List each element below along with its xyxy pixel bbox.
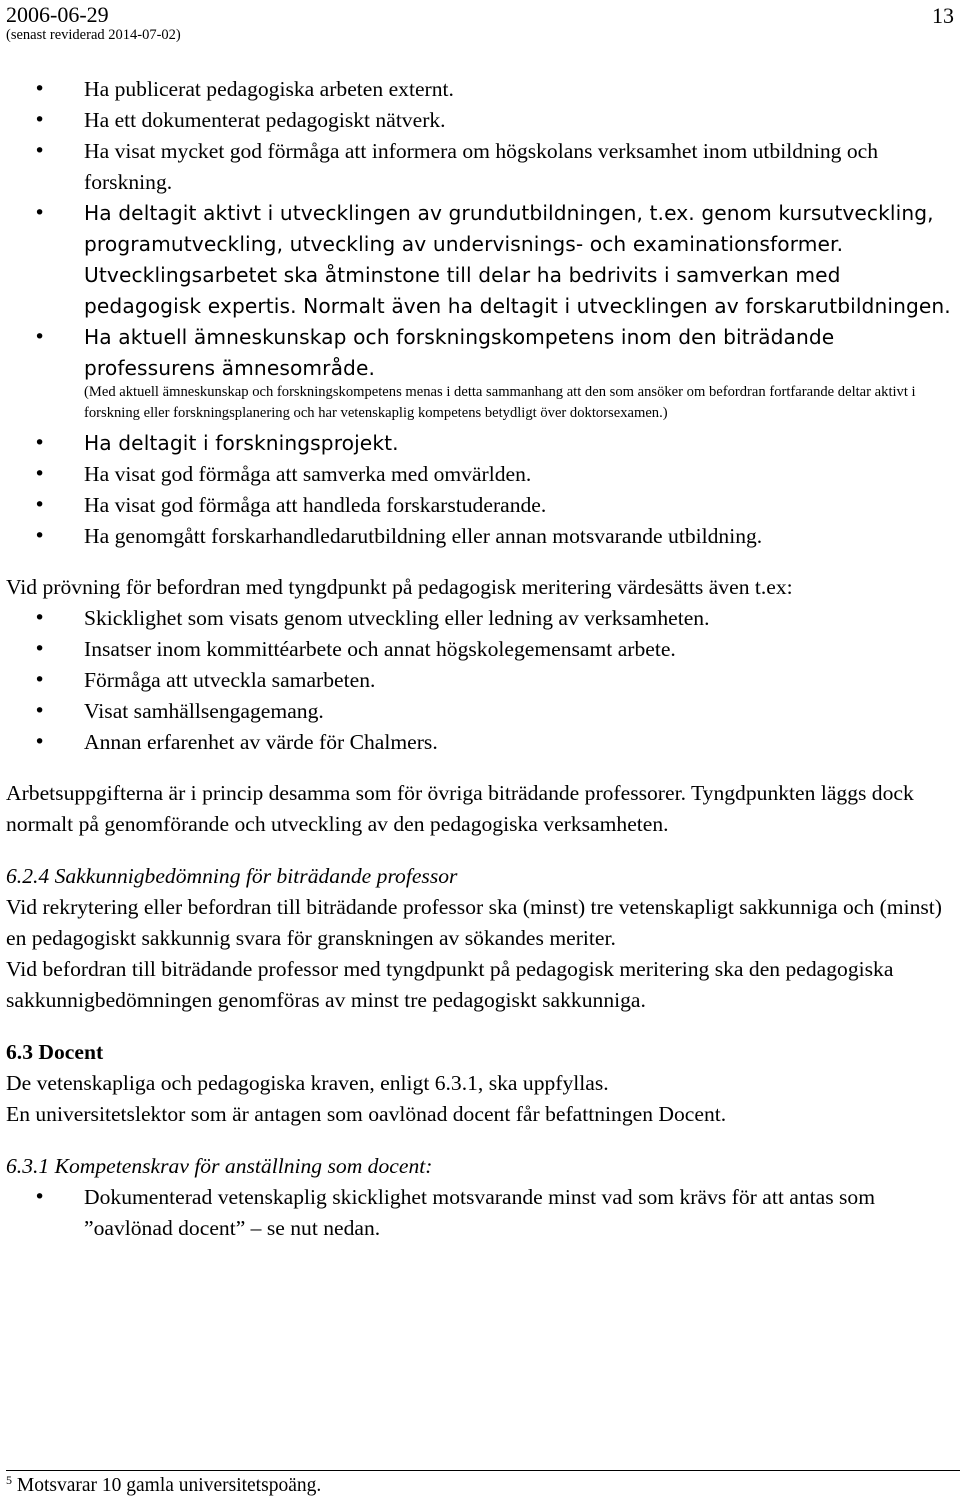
docent-requirements-list xyxy=(6,1182,954,1244)
list-item: • Ha genomgått forskarhandledarutbildning eller annan motsvarande utbildning. xyxy=(6,521,954,552)
paragraph-provning: Vid prövning för befordran med tyngdpunkt på pedagogisk meritering värdesätts även t.ex: xyxy=(6,575,793,599)
spacer xyxy=(6,840,954,861)
list-item: • Ha publicerat pedagogiska arbeten externt. xyxy=(6,74,954,105)
list-item: • Ha deltagit aktivt i utvecklingen av grundutbildningen, t.ex. genom kursutveckling, programutveckling, utveckling av undervisnings- och examinationsformer. Utvecklingsarbetet ska åtminstone till delar ha bedrivits i samverkan med pedagogisk expertis. Normalt även ha deltagit i utvecklingen av forskarutbildningen. xyxy=(6,198,954,322)
paragraph-arbetsuppgifter: Arbetsuppgifterna är i princip desamma som för övriga biträdande professorer. Tyngdpunkten läggs dock normalt på genomförande och utveckling av den pedagogiska verksamheten. xyxy=(6,781,914,836)
pedagogic-merit-list xyxy=(6,603,954,758)
list-item-text: Ha aktuell ämneskunskap och forskningskompetens inom den biträdande professurens ämnesområde. xyxy=(84,325,835,380)
list-item: • Ha ett dokumenterat pedagogiskt nätverk. xyxy=(6,105,954,136)
page-content xyxy=(6,74,954,1244)
list-item: • Annan erfarenhet av värde för Chalmers. xyxy=(6,727,954,758)
spacer xyxy=(6,1016,954,1037)
paragraph-6-2-4-b: Vid befordran till biträdande professor med tyngdpunkt på pedagogisk meritering ska den pedagogiska sakkunnigbedömningen genomföras av minst tre pedagogiskt sakkunniga. xyxy=(6,957,894,1012)
list-item: • Dokumenterad vetenskaplig skicklighet motsvarande minst vad som krävs för att antas som ”oavlönad docent” – se nut nedan. xyxy=(6,1182,954,1244)
header-date: 2006-06-29 xyxy=(6,2,109,27)
list-item: • Ha deltagit i forskningsprojekt. xyxy=(6,428,954,459)
list-item: • Ha visat mycket god förmåga att informera om högskolans verksamhet inom utbildning och forskning. xyxy=(6,136,954,198)
list-item: • Skicklighet som visats genom utveckling eller ledning av verksamheten. xyxy=(6,603,954,634)
paragraph-6-3-b: En universitetslektor som är antagen som oavlönad docent får befattningen Docent. xyxy=(6,1102,727,1126)
spacer xyxy=(6,1130,954,1151)
list-item: • Ha visat god förmåga att handleda forskarstuderande. xyxy=(6,490,954,521)
footnote xyxy=(6,1475,321,1497)
heading-6-3-1: 6.3.1 Kompetenskrav för anställning som docent: xyxy=(6,1154,433,1178)
research-note: (Med aktuell ämneskunskap och forskningskompetens menas i detta sammanhang att den som ansöker om befordran fortfarande deltar aktivt i forskning eller forskningsplanering och har vetenskaplig kompetens betydligt över doktorsexamen.) xyxy=(84,384,916,421)
list-item xyxy=(6,322,954,384)
merit-list xyxy=(6,74,954,552)
spacer xyxy=(6,758,954,778)
heading-6-2-4: 6.2.4 Sakkunnigbedömning för biträdande professor xyxy=(6,864,458,888)
paragraph-6-3-a: De vetenskapliga och pedagogiska kraven, enligt 6.3.1, ska uppfyllas. xyxy=(6,1071,609,1095)
list-item-note xyxy=(6,382,954,424)
header-revision: (senast reviderad 2014-07-02) xyxy=(6,27,181,43)
spacer xyxy=(6,552,954,572)
footnote-text: Motsvarar 10 gamla universitetspoäng. xyxy=(16,1475,322,1496)
list-item: • Visat samhällsengagemang. xyxy=(6,696,954,727)
paragraph-6-2-4-a: Vid rekrytering eller befordran till biträdande professor ska (minst) tre vetenskapligt sakkunniga och (minst) en pedagogiskt sakkunnig svara för granskningen av sökandes meriter. xyxy=(6,895,942,950)
footnote-number: 5 xyxy=(6,1473,12,1487)
heading-6-3: 6.3 Docent xyxy=(6,1040,104,1064)
footnote-divider xyxy=(6,1470,960,1471)
page-number: 13 xyxy=(932,3,954,28)
list-item: • Insatser inom kommittéarbete och annat högskolegemensamt arbete. xyxy=(6,634,954,665)
list-item: • Förmåga att utveckla samarbeten. xyxy=(6,665,954,696)
list-item: • Ha visat god förmåga att samverka med omvärlden. xyxy=(6,459,954,490)
